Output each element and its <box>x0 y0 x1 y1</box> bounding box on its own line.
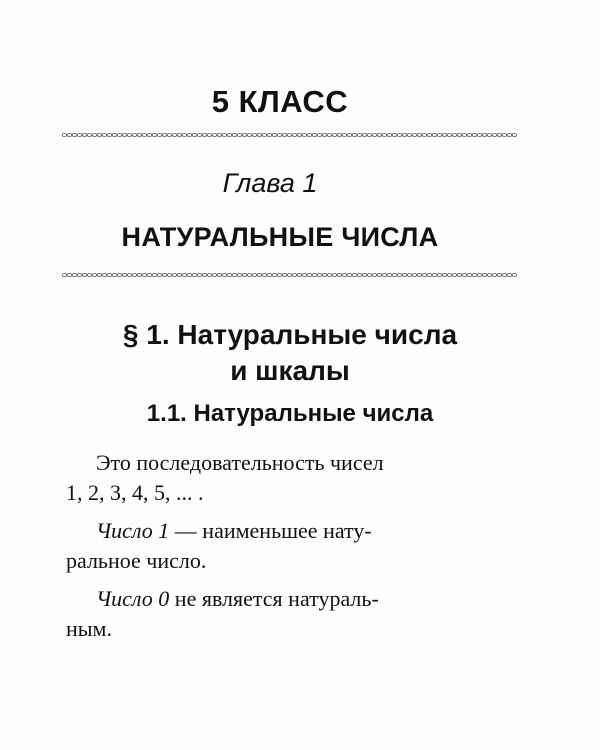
p3-line1: не является натураль- <box>169 586 379 611</box>
paragraph-smallest-number <box>66 516 526 576</box>
grade-heading: 5 КЛАСС <box>211 84 349 119</box>
p2-italic-term: Число 1 <box>96 518 170 543</box>
p2-line2: ральное число. <box>66 548 207 573</box>
section-title <box>0 317 580 389</box>
p2-line1: — наименьшее нату- <box>169 518 372 543</box>
paragraph-zero <box>66 584 526 644</box>
chapter-label: Глава 1 <box>222 168 318 198</box>
p3-italic-term: Число 0 <box>96 586 170 611</box>
chapter-title: НАТУРАЛЬНЫЕ ЧИСЛА <box>121 222 439 252</box>
ornamental-divider-top <box>62 132 517 138</box>
paragraph-definition <box>66 448 526 508</box>
p1-line2: 1, 2, 3, 4, 5, ... . <box>66 480 204 505</box>
p3-line2: ным. <box>66 616 112 641</box>
ornamental-divider-bottom <box>62 272 517 278</box>
p1-line1: Это последовательность чисел <box>96 450 384 475</box>
section-title-line2: и шкалы <box>230 355 350 386</box>
body-text <box>66 448 526 652</box>
section-title-line1: § 1. Натуральные числа <box>122 319 458 350</box>
subsection-title: 1.1. Натуральные числа <box>146 400 434 427</box>
